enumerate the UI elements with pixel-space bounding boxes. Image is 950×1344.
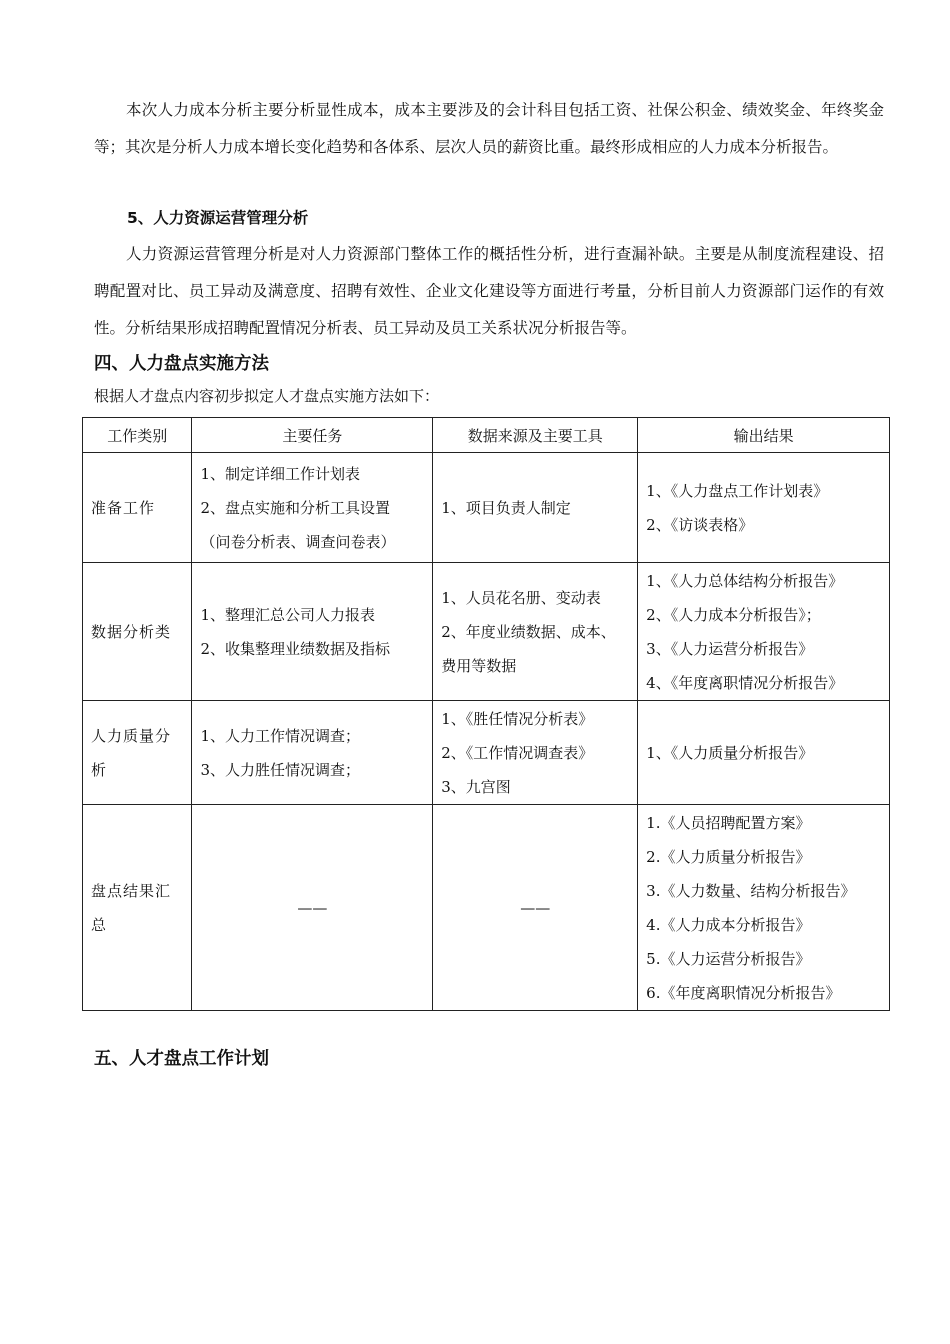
task-item: 1、制定详细工作计划表 — [200, 464, 361, 483]
source-item: 费用等数据 — [441, 656, 517, 675]
row-category: 准备工作 — [83, 453, 192, 563]
paragraph-hr-operations: 人力资源运营管理分析是对人力资源部门整体工作的概括性分析，进行查漏补缺。主要是从制度流程建设、招聘配置对比、员工异动及满意度、招聘有效性、企业文化建设等方面进行考量，分析目前人力资源部门运作的有效性。分析结果形成招聘配置情况分析表、员工异动及员工关系状况分析报告等。 — [94, 245, 884, 337]
row-tasks — [192, 453, 433, 563]
row-outputs — [638, 805, 890, 1011]
table-row — [83, 805, 890, 1011]
source-item: 1、项目负责人制定 — [441, 498, 571, 517]
output-item: 3、《人力运营分析报告》 — [646, 639, 814, 658]
row-outputs — [638, 453, 890, 563]
task-item: 3、人力胜任情况调查； — [200, 760, 361, 779]
output-item: 1、《人力总体结构分析报告》 — [646, 571, 844, 590]
row-tasks — [192, 701, 433, 805]
output-item: 2.《人力质量分析报告》 — [646, 847, 811, 866]
row-sources — [433, 701, 638, 805]
source-item: 1、《胜任情况分析表》 — [441, 709, 594, 728]
row-outputs — [638, 701, 890, 805]
task-item: 1、整理汇总公司人力报表 — [200, 605, 376, 624]
row-category: 人力质量分析 — [83, 701, 192, 805]
source-item: 2、《工作情况调查表》 — [441, 743, 594, 762]
task-item: 2、收集整理业绩数据及指标 — [200, 639, 391, 658]
row-tasks-dash: —— — [192, 805, 433, 1011]
table-row — [83, 701, 890, 805]
row-sources — [433, 453, 638, 563]
output-item: 1、《人力质量分析报告》 — [646, 743, 814, 762]
section-4-title: 四、人力盘点实施方法 — [94, 354, 269, 374]
source-item: 1、人员花名册、变动表 — [441, 588, 601, 607]
implementation-methods-table — [82, 417, 890, 1011]
output-item: 2、《人力成本分析报告》； — [646, 605, 821, 624]
output-item: 1、《人力盘点工作计划表》 — [646, 481, 829, 500]
subheading-hr-operations: 5、人力资源运营管理分析 — [127, 209, 309, 227]
output-item: 1.《人员招聘配置方案》 — [646, 813, 811, 832]
table-row — [83, 563, 890, 701]
row-sources — [433, 563, 638, 701]
table-header-row — [83, 418, 890, 453]
table-row — [83, 453, 890, 563]
source-item: 3、九宫图 — [441, 777, 511, 796]
output-item: 4.《人力成本分析报告》 — [646, 915, 811, 934]
header-tasks: 主要任务 — [192, 418, 433, 453]
output-item: 4、《年度离职情况分析报告》 — [646, 673, 844, 692]
output-item: 6.《年度离职情况分析报告》 — [646, 983, 841, 1002]
row-tasks — [192, 563, 433, 701]
section-5-title: 五、人才盘点工作计划 — [94, 1049, 269, 1069]
task-item: 2、盘点实施和分析工具设置 — [200, 498, 391, 517]
row-category: 盘点结果汇总 — [83, 805, 192, 1011]
output-item: 2、《访谈表格》 — [646, 515, 754, 534]
row-sources-dash: —— — [433, 805, 638, 1011]
paragraph-labor-cost: 本次人力成本分析主要分析显性成本，成本主要涉及的会计科目包括工资、社保公积金、绩效奖金、年终奖金等；其次是分析人力成本增长变化趋势和各体系、层次人员的薪资比重。最终形成相应的人力成本分析报告。 — [94, 101, 884, 156]
header-sources: 数据来源及主要工具 — [433, 418, 638, 453]
task-item: （问卷分析表、调查问卷表） — [200, 532, 396, 551]
row-category: 数据分析类 — [83, 563, 192, 701]
row-outputs — [638, 563, 890, 701]
task-item: 1、人力工作情况调查； — [200, 726, 361, 745]
header-outputs: 输出结果 — [638, 418, 890, 453]
output-item: 3.《人力数量、结构分析报告》 — [646, 881, 856, 900]
section-4-intro: 根据人才盘点内容初步拟定人才盘点实施方法如下： — [94, 387, 440, 405]
source-item: 2、年度业绩数据、成本、 — [441, 622, 616, 641]
output-item: 5.《人力运营分析报告》 — [646, 949, 811, 968]
header-category: 工作类别 — [83, 418, 192, 453]
